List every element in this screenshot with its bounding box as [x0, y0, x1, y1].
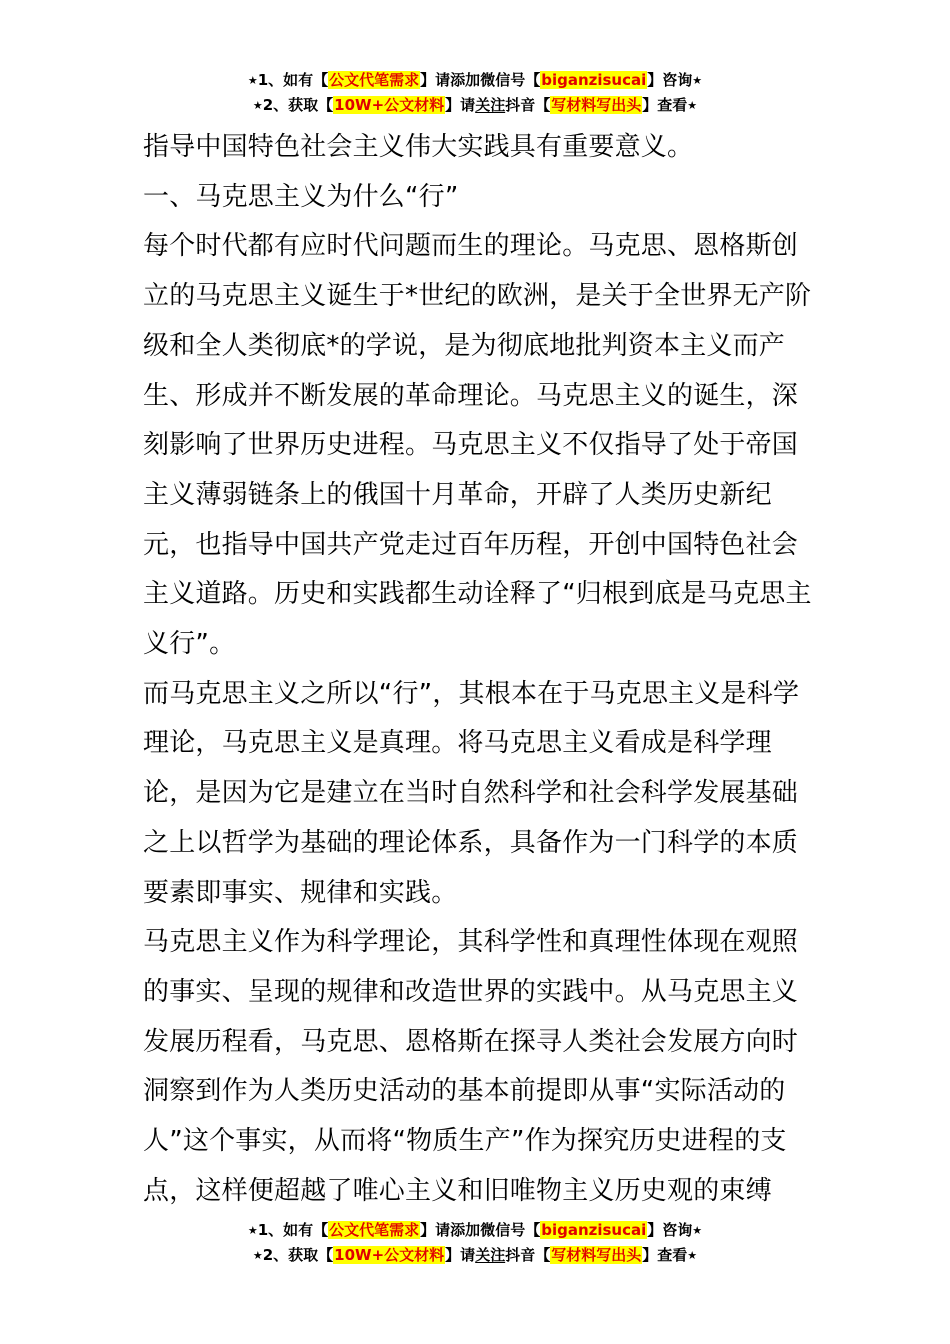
section-heading: 一、马克思主义为什么“行”	[143, 181, 459, 212]
star-icon: ★	[687, 99, 698, 112]
paragraph: 而马克思主义之所以“行”，其根本在于马克思主义是科学理论，马克思主义是真理。将马克思主义看成是科学理论，是因为它是建立在当时自然科学和社会科学发展基础之上以哲学为基础的理论体系，具备作为一门科学的本质要素即事实、规律和实践。	[143, 678, 800, 908]
star-icon: ★	[247, 1224, 258, 1237]
document-body	[143, 123, 823, 1216]
star-icon: ★	[252, 99, 263, 112]
banner-highlight: 10W+公文材料	[334, 1246, 445, 1264]
banner-highlight: 公文代笔需求	[329, 71, 420, 89]
banner-highlight: 公文代笔需求	[329, 1221, 420, 1239]
banner-line-1: ★1、如有【公文代笔需求】请添加微信号【biganzisucai】咨询★	[247, 71, 703, 89]
star-icon: ★	[687, 1249, 698, 1262]
banner-wechat-id: biganzisucai	[541, 1221, 647, 1239]
star-icon: ★	[252, 1249, 263, 1262]
paragraph: 每个时代都有应时代问题而生的理论。马克思、恩格斯创立的马克思主义诞生于*世纪的欧洲，是关于全世界无产阶级和全人类彻底*的学说，是为彻底地批判资本主义而产生、形成并不断发展的革命理论。马克思主义的诞生，深刻影响了世界历史进程。马克思主义不仅指导了处于帝国主义薄弱链条上的俄国十月革命，开辟了人类历史新纪元，也指导中国共产党走过百年历程，开创中国特色社会主义道路。历史和实践都生动诠释了“归根到底是马克思主义行”。	[143, 231, 812, 660]
banner-highlight: 10W+公文材料	[334, 96, 445, 114]
banner-douyin-id: 写材料写出头	[551, 1246, 642, 1264]
banner-line-1: ★1、如有【公文代笔需求】请添加微信号【biganzisucai】咨询★	[247, 1221, 703, 1239]
banner-line-2: ★2、获取【10W+公文材料】请关注抖音【写材料写出头】查看★	[252, 96, 698, 114]
header-banner	[0, 68, 950, 118]
paragraph: 指导中国特色社会主义伟大实践具有重要意义。	[143, 132, 694, 162]
star-icon: ★	[692, 1224, 703, 1237]
footer-banner	[0, 1218, 950, 1268]
star-icon: ★	[692, 74, 703, 87]
paragraph: 马克思主义作为科学理论，其科学性和真理性体现在观照的事实、呈现的规律和改造世界的实践中。从马克思主义发展历程看，马克思、恩格斯在探寻人类社会发展方向时洞察到作为人类历史活动的基本前提即从事“实际活动的人”这个事实，从而将“物质生产”作为探究历史进程的支点，这样便超越了唯心主义和旧唯物主义历史观的束缚	[143, 927, 799, 1206]
star-icon: ★	[247, 74, 258, 87]
banner-line-2: ★2、获取【10W+公文材料】请关注抖音【写材料写出头】查看★	[252, 1246, 698, 1264]
banner-wechat-id: biganzisucai	[541, 71, 647, 89]
banner-douyin-id: 写材料写出头	[551, 96, 642, 114]
